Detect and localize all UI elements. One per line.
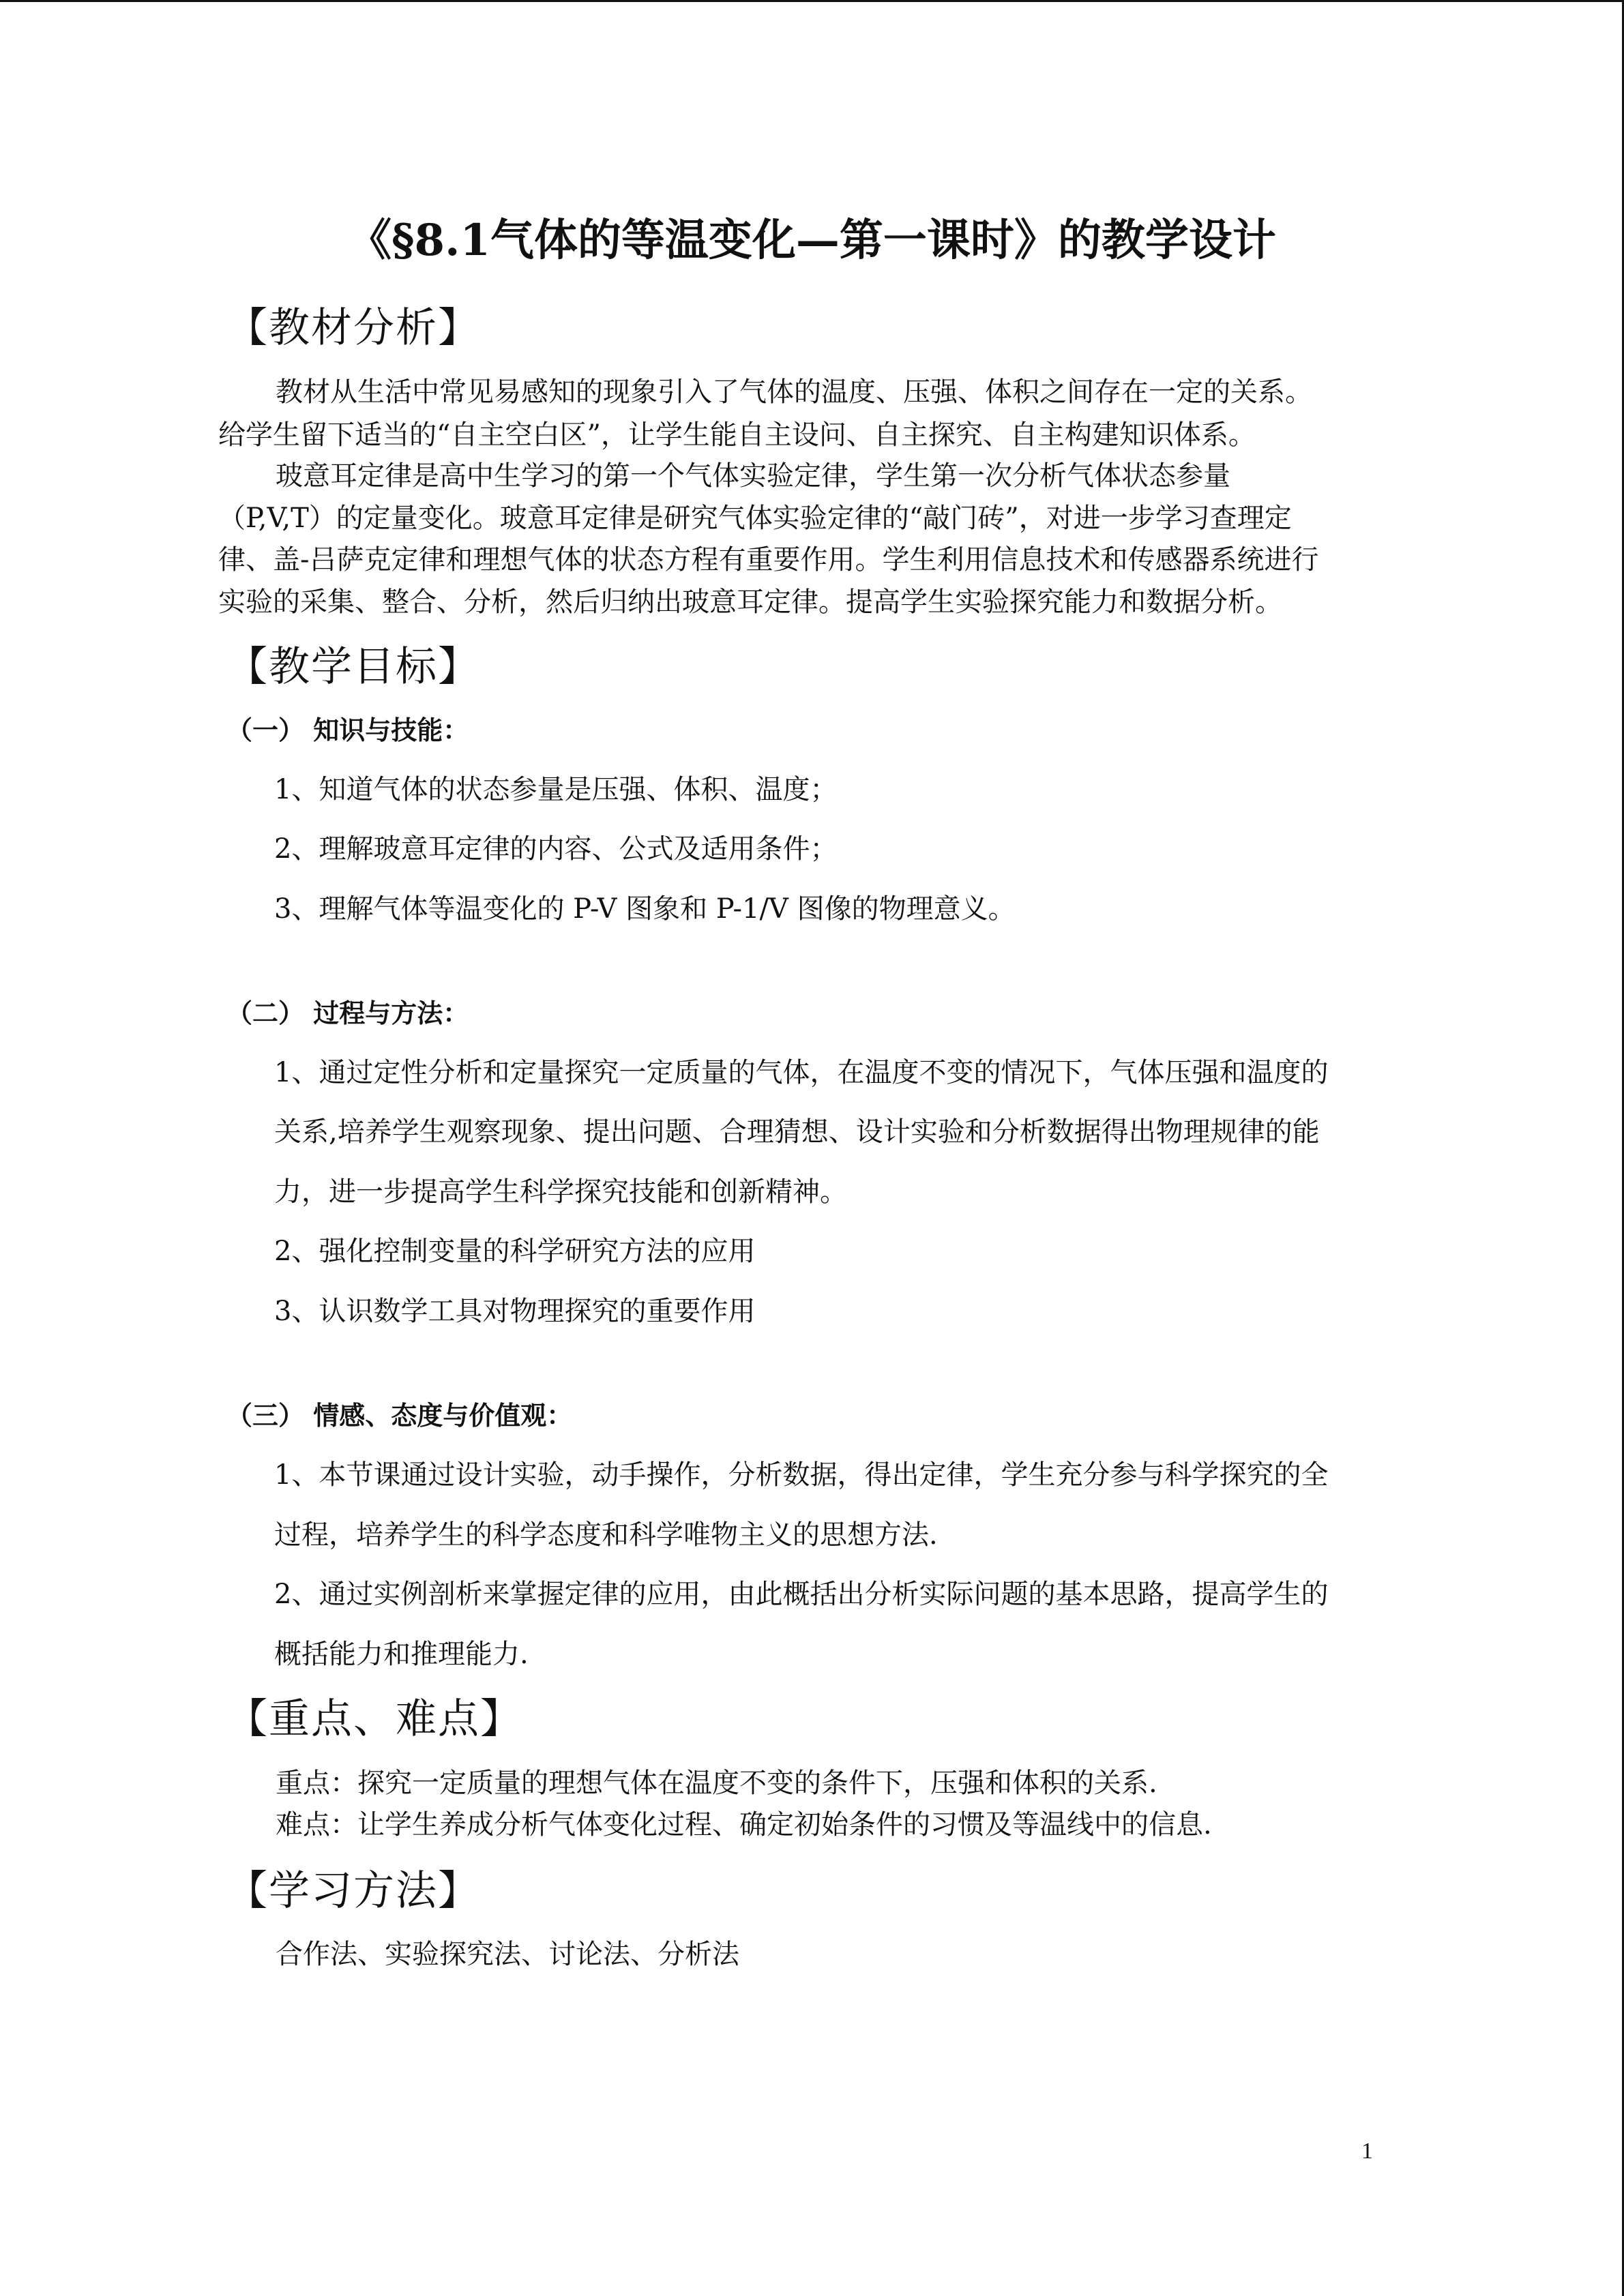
material-analysis-line: （P,V,T）的定量变化。玻意耳定律是研究气体实验定律的“敲门砖”，对进一步学习查理定 [218, 503, 1292, 534]
subheading-knowledge-skills: （一） 知识与技能： [226, 715, 469, 745]
knowledge-item: 3、理解气体等温变化的 P-V 图象和 P-1/V 图像的物理意义。 [274, 893, 1016, 925]
process-line: 2、强化控制变量的科学研究方法的应用 [274, 1236, 756, 1267]
knowledge-item: 2、理解玻意耳定律的内容、公式及适用条件； [274, 833, 838, 865]
emotion-line: 2、通过实例剖析来掌握定律的应用，由此概括出分析实际问题的基本思路，提高学生的 [274, 1579, 1329, 1610]
difficult-point-line: 难点：让学生养成分析气体变化过程、确定初始条件的习惯及等温线中的信息. [276, 1809, 1212, 1840]
material-analysis-line: 玻意耳定律是高中生学习的第一个气体实验定律，学生第一次分析气体状态参量 [276, 460, 1230, 492]
learning-methods-line: 合作法、实验探究法、讨论法、分析法 [276, 1939, 739, 1970]
section-heading-teaching-goals: 【教学目标】 [226, 643, 480, 691]
subheading-emotion-values: （三） 情感、态度与价值观： [226, 1401, 573, 1431]
document-title: 《§8.1气体的等温变化—第一课时》的教学设计 [348, 215, 1276, 266]
material-analysis-line: 教材从生活中常见易感知的现象引入了气体的温度、压强、体积之间存在一定的关系。 [276, 376, 1312, 408]
process-line: 1、通过定性分析和定量探究一定质量的气体，在温度不变的情况下，气体压强和温度的 [274, 1057, 1329, 1088]
page-number: 1 [1361, 2138, 1373, 2164]
emotion-line: 过程，培养学生的科学态度和科学唯物主义的思想方法. [274, 1519, 938, 1551]
process-line: 力，进一步提高学生科学探究技能和创新精神。 [274, 1176, 847, 1208]
key-point-line: 重点：探究一定质量的理想气体在温度不变的条件下，压强和体积的关系. [276, 1768, 1157, 1799]
section-heading-material-analysis: 【教材分析】 [226, 304, 480, 352]
section-heading-learning-methods: 【学习方法】 [226, 1867, 480, 1915]
emotion-line: 1、本节课通过设计实验，动手操作，分析数据，得出定律，学生充分参与科学探究的全 [274, 1459, 1329, 1491]
process-line: 3、认识数学工具对物理探究的重要作用 [274, 1296, 756, 1327]
emotion-line: 概括能力和推理能力. [274, 1639, 529, 1670]
material-analysis-line: 律、盖-吕萨克定律和理想气体的状态方程有重要作用。学生利用信息技术和传感器系统进行 [218, 544, 1319, 576]
material-analysis-line: 实验的采集、整合、分析，然后归纳出玻意耳定律。提高学生实验探究能力和数据分析。 [218, 586, 1282, 618]
knowledge-item: 1、知道气体的状态参量是压强、体积、温度； [274, 774, 838, 805]
process-line: 关系,培养学生观察现象、提出问题、合理猜想、设计实验和分析数据得出物理规律的能 [274, 1116, 1320, 1148]
subheading-process-methods: （二） 过程与方法： [226, 998, 469, 1028]
section-heading-key-points: 【重点、难点】 [226, 1695, 522, 1743]
material-analysis-line: 给学生留下适当的“自主空白区”，让学生能自主设问、自主探究、自主构建知识体系。 [218, 419, 1256, 451]
